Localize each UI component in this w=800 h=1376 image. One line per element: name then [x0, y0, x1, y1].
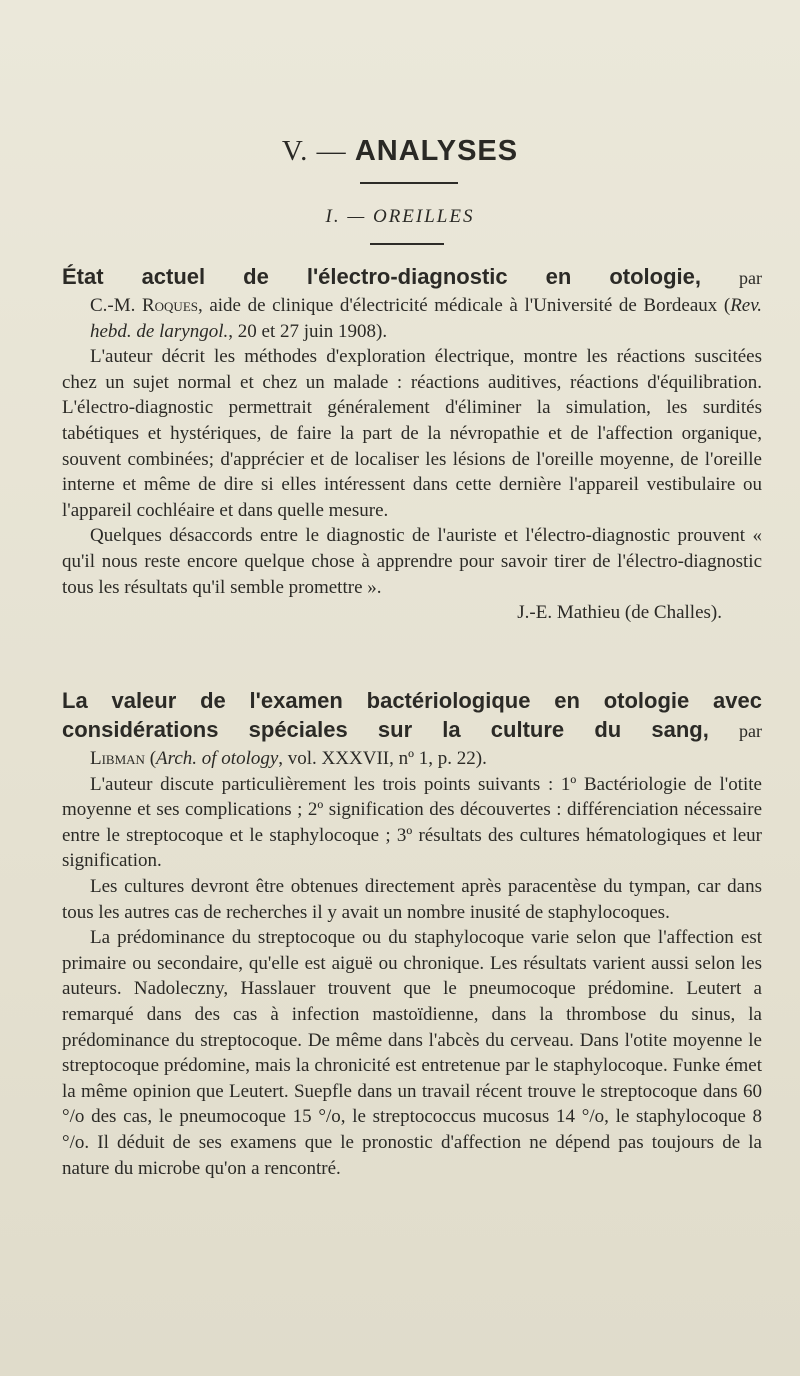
headline-by: par — [739, 268, 762, 288]
subtitle-rule — [370, 243, 444, 245]
subsection-title: I. — OREILLES — [325, 206, 475, 227]
paragraph: L'auteur décrit les méthodes d'exploration électrique, montre les réactions suscitées chez un sujet normal et chez un malade : réactions auditives, réactions d'équilibration. L'électro-diagnostic permettrait généralement d'éliminer la simulation, les surdités tabétiques et hystériques, de faire la part de la névropathie et de l'affection organique, souvent combinées; d'apprécier et de localiser les lésions de l'oreille moyenne, de l'oreille interne et même de dire si elles intéressent dans cette dernière l'appareil vestibulaire ou l'appareil cochléaire et dans quelle mesure. — [62, 346, 762, 521]
headline-text: La valeur de l'examen bactériologique en otologie avec considérations spéciales sur la culture du sang, — [62, 688, 762, 742]
section-title-text: ANALYSES — [354, 135, 519, 167]
paragraph: L'auteur discute particulièrement les trois points suivants : 1º Bactériologie de l'otite moyenne et ses complications ; 2º signification des découvertes : différenciation nécessaire entre le streptocoque et le staphylocoque ; 3º résultats des cultures hématologiques et leur signification. — [62, 773, 762, 872]
citation-details: , 20 et 27 juin 1908). — [228, 320, 388, 342]
article-reference — [62, 746, 762, 772]
article-headline — [62, 686, 762, 746]
article-electrodiagnostic — [62, 262, 762, 626]
author-name: C.-M. Roques — [90, 295, 198, 316]
paragraph: Quelques désaccords entre le diagnostic de l'auriste et l'électro-diagnostic prouvent « qu'il nous reste encore quelque chose à apprendre pour savoir tirer de l'électro-diagnostic tous les résultats qu'il semble promettre ». — [62, 525, 762, 598]
citation-details: , vol. XXXVII, nº 1, p. 22). — [278, 748, 487, 769]
paragraph: La prédominance du streptocoque ou du staphylocoque varie selon que l'affection est primaire ou secondaire, qu'elle est aiguë ou chronique. Les résultats varient aussi selon les auteurs. Nadoleczny, Hasslauer trouvent que le pneumocoque prédomine. Leutert a remarqué dans des cas à infection mastoïdienne, dans la thrombose du sinus, la prédominance du streptocoque. De même dans l'abcès du cerveau. Dans l'otite moyenne le streptocoque prédomine, mais la chronicité est entretenue par le staphylocoque. Funke émet la même opinion que Leutert. Suepfle dans un travail récent trouve le streptocoque dans 60 °/o des cas, le pneumocoque 15 °/o, le streptococcus mucosus 14 °/o, le staphylocoque 8 °/o. Il déduit de ses examens que le pronostic d'affection ne dépend pas toujours de la nature du microbe qu'on a rencontré. — [62, 927, 762, 1179]
signature-row — [62, 600, 762, 626]
headline-text: État actuel de l'électro-diagnostic en otologie, — [62, 264, 701, 289]
journal-name: Rev. hebd. de laryngol. — [90, 295, 762, 342]
article-headline — [62, 262, 762, 293]
journal-name: Arch. of otology — [156, 748, 279, 769]
author-affiliation: , aide de clinique d'électricité médicale à l'Université de Bordeaux ( — [198, 295, 731, 316]
title-rule — [360, 182, 458, 184]
article-reference — [62, 293, 762, 344]
section-title — [0, 135, 800, 168]
signature: J.-E. Mathieu (de Challes). — [517, 602, 722, 624]
author-name: Libman — [90, 748, 145, 769]
paragraph: Les cultures devront être obtenues directement après paracentèse du tympan, car dans tous les autres cas de recherches il y avait un nombre inusité de staphylocoques. — [62, 875, 762, 923]
headline-by: par — [739, 721, 762, 741]
citation-open: ( — [144, 748, 157, 769]
article-bacteriology — [62, 686, 762, 1181]
section-number: V. — — [281, 135, 355, 167]
